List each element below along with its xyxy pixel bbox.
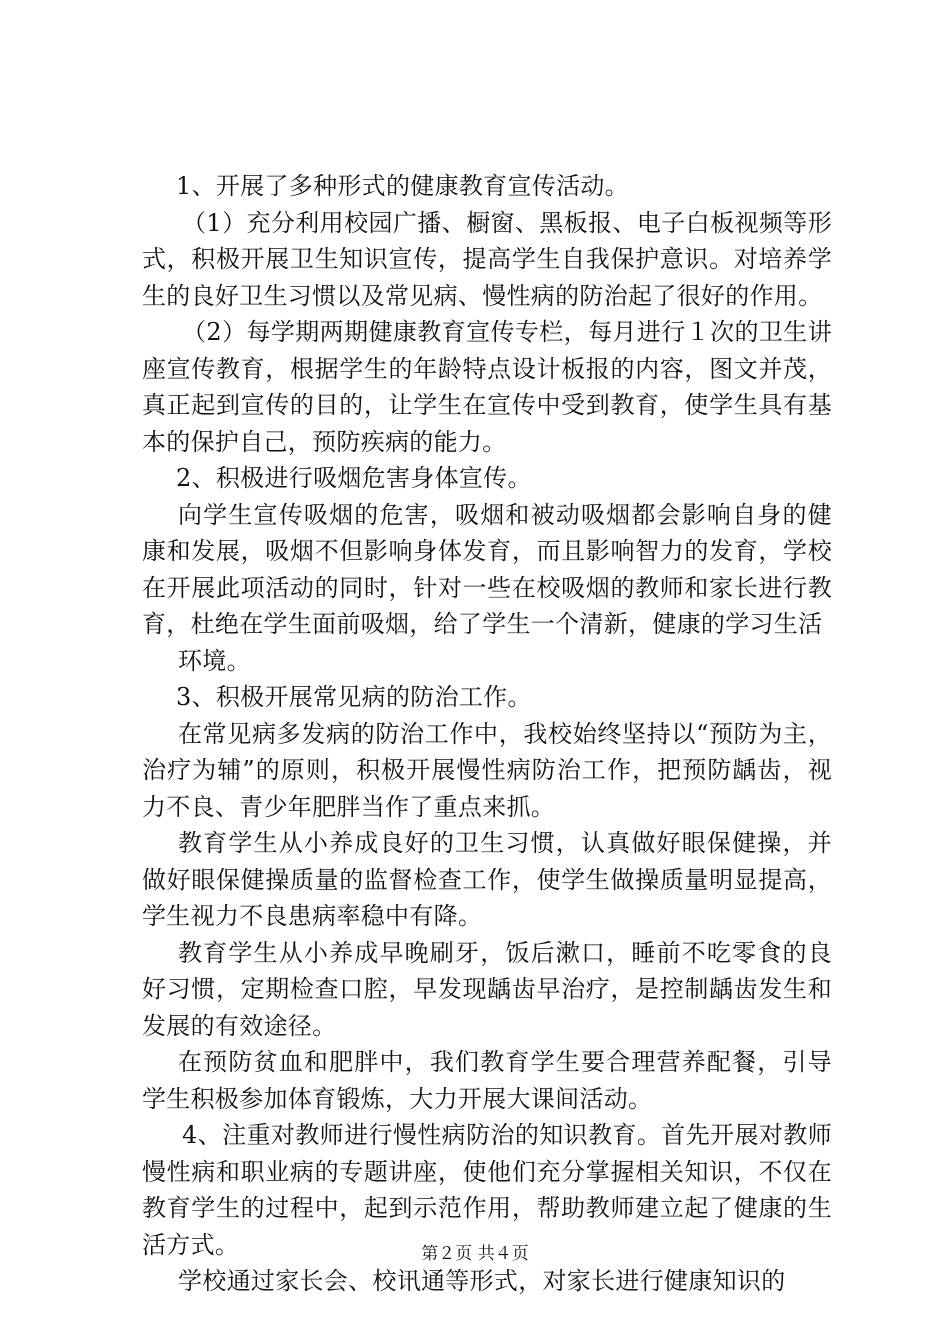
paragraph-3-2: 教育学生从小养成良好的卫生习惯，认真做好眼保健操，并做好眼保健操质量的监督检查工作，使学生做操质量明显提高，学生视力不良患病率稳中有降。 (142, 829, 832, 930)
paragraph-1-2: （2）每学期两期健康教育宣传专栏，每月进行１次的卫生讲座宣传教育，根据学生的年龄特点设计板报的内容，图文并茂，真正起到宣传的目的，让学生在宣传中受到教育，使学生具有基本的保护自己，预防疾病的能力。 (142, 318, 832, 456)
paragraph-1-1: （1）充分利用校园广播、橱窗、黑板报、电子白板视频等形式，积极开展卫生知识宣传，提高学生自我保护意识。对培养学生的良好卫生习惯以及常见病、慢性病的防治起了很好的作用。 (142, 208, 832, 310)
section-heading-2: 2、积极进行吸烟危害身体宣传。 (176, 464, 532, 492)
paragraph-3-1: 在常见病多发病的防治工作中，我校始终坚持以“预防为主，治疗为辅”的原则，积极开展慢性病防治工作，把预防龋齿，视力不良、青少年肥胖当作了重点来抓。 (142, 719, 832, 821)
paragraph-4-1: 4、注重对教师进行慢性病防治的知识教育。首先开展对教师慢性病和职业病的专题讲座，使他们充分掌握相关知识，不仅在教育学生的过程中，起到示范作用，帮助教师建立起了健康的生活方式。 (142, 1121, 832, 1259)
paragraph-3-4: 在预防贫血和肥胖中，我们教育学生要合理营养配餐，引导学生积极参加体育锻炼，大力开展大课间活动。 (142, 1048, 832, 1113)
paragraph-4-2: 学校通过家长会、校讯通等形式，对家长进行健康知识的 (178, 1267, 786, 1295)
paragraph-2-1: 向学生宣传吸烟的危害，吸烟和被动吸烟都会影响自身的健康和发展，吸烟不但影响身体发育，而且影响智力的发育，学校在开展此项活动的同时，针对一些在校吸烟的教师和家长进行教育，杜绝在学生面前吸烟，给了学生一个清新，健康的学习生活 (142, 500, 832, 638)
section-heading-1: 1、开展了多种形式的健康教育宣传活动。 (176, 172, 629, 200)
section-heading-3: 3、积极开展常见病的防治工作。 (176, 683, 532, 711)
page-footer: 第２页 共４页 (421, 1244, 529, 1264)
document-body (142, 168, 832, 1300)
paragraph-2-2: 环境。 (178, 646, 251, 675)
paragraph-3-3: 教育学生从小养成早晚刷牙，饭后漱口，睡前不吃零食的良好习惯，定期检查口腔，早发现龋齿早治疗，是控制龋齿发生和发展的有效途径。 (142, 938, 832, 1040)
